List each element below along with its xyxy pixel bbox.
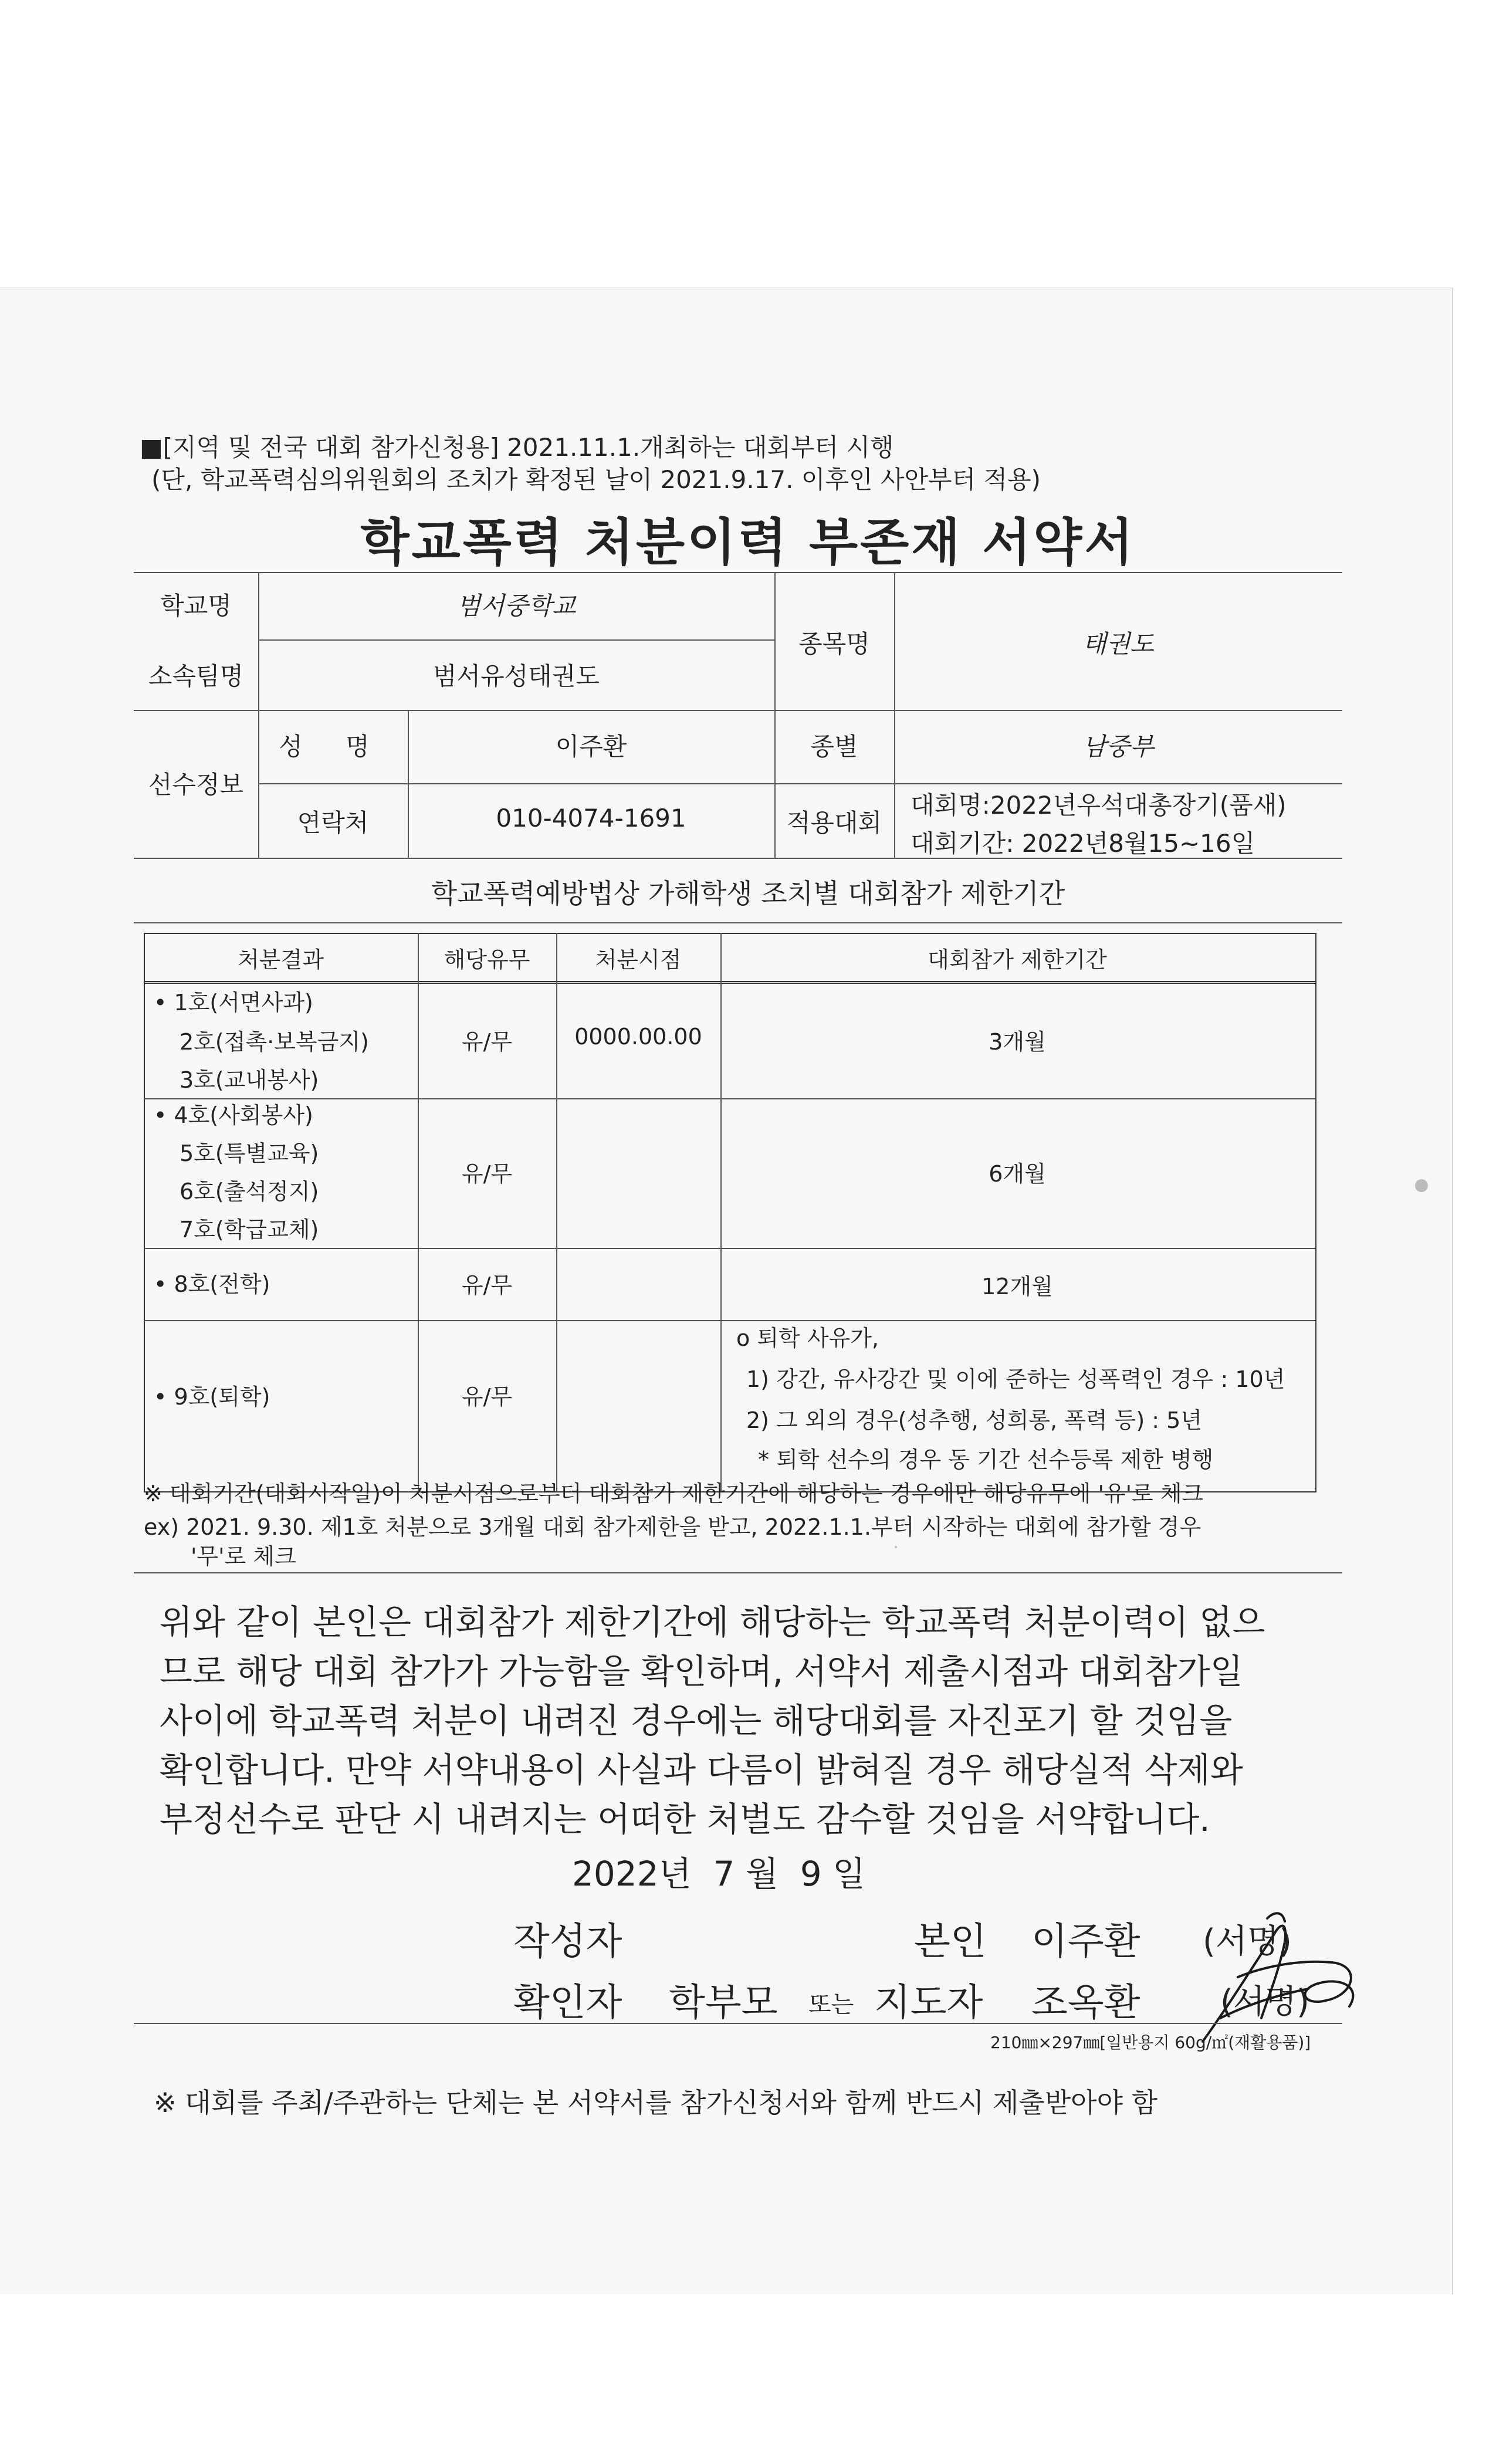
contact-value: 010-4074-1691 — [496, 804, 686, 832]
row1-result: • 1호(서면사과) — [154, 990, 313, 1016]
document-title: 학교폭력 처분이력 부존재 서약서 — [360, 513, 1136, 572]
row1-result: 3호(교내봉사) — [180, 1067, 319, 1093]
notes-divider — [134, 1572, 1342, 1573]
confirm-label: 확인자 — [513, 1981, 622, 2025]
info-divider — [258, 783, 1342, 784]
pledge-date: 2022년 7 월 9 일 — [572, 1854, 866, 1894]
example-line-2: '무'로 체크 — [191, 1544, 296, 1569]
info-table-top-border — [134, 572, 1342, 573]
event-period: 대회기간: 2022년8월15~16일 — [911, 829, 1255, 858]
name-label: 성 명 — [279, 732, 387, 761]
section-divider — [134, 922, 1342, 923]
sport-value: 태권도 — [1082, 629, 1154, 658]
footer-note: ※ 대회를 주최/주관하는 단체는 본 서약서를 참가신청서와 함께 반드시 제출받아야 함 — [154, 2087, 1158, 2118]
pledge-line: 확인합니다. 만약 서약내용이 사실과 다름이 밝혀질 경우 해당실적 삭제와 — [160, 1750, 1243, 1790]
scan-speck — [895, 1546, 897, 1548]
or-label: 또는 — [808, 1991, 854, 2018]
row2-result: 5호(특별교육) — [180, 1140, 319, 1166]
section-title: 학교폭력예방법상 가해학생 조치별 대회참가 제한기간 — [431, 878, 1065, 909]
parent-label: 학부모 — [669, 1981, 778, 2025]
table-header-divider — [144, 981, 1315, 984]
row4-applicable: 유/무 — [461, 1384, 513, 1410]
table-col-divider — [720, 933, 722, 1491]
table-row-divider — [144, 1320, 1315, 1321]
sport-label: 종목명 — [798, 629, 870, 658]
row3-applicable: 유/무 — [461, 1272, 513, 1298]
table-row-divider — [144, 1248, 1315, 1249]
table-col-divider — [556, 933, 557, 1491]
self-label: 본인 — [914, 1920, 987, 1964]
signature-divider — [134, 2023, 1342, 2024]
row1-limit: 3개월 — [989, 1029, 1046, 1055]
row4-limit-line: * 퇴학 선수의 경우 동 기간 선수등록 제한 병행 — [758, 1447, 1214, 1473]
row3-result: • 8호(전학) — [154, 1271, 270, 1297]
name-value: 이주환 — [555, 732, 627, 761]
row2-result: 7호(학급교체) — [180, 1217, 319, 1243]
team-value: 범서유성태권도 — [432, 662, 600, 691]
row1-result: 2호(접촉·보복금지) — [180, 1029, 369, 1055]
info-divider — [894, 572, 895, 858]
signature-1-label: (서명) — [1203, 1923, 1292, 1961]
scan-speck — [1415, 1179, 1428, 1192]
notice-line-1: ■[지역 및 전국 대회 참가신청용] 2021.11.1.개최하는 대회부터 시행 — [140, 433, 894, 462]
category-label: 종별 — [810, 732, 858, 761]
row1-applicable: 유/무 — [461, 1029, 513, 1055]
writer-label: 작성자 — [513, 1920, 622, 1964]
team-label: 소속팀명 — [148, 662, 244, 691]
example-line-1: ex) 2021. 9.30. 제1호 처분으로 3개월 대회 참가제한을 받고, 2022.1.1.부터 시작하는 대회에 참가할 경우 — [144, 1514, 1201, 1540]
category-value: 남중부 — [1082, 732, 1154, 761]
pledge-line: 부정선수로 판단 시 내려지는 어떠한 처벌도 감수할 것임을 서약합니다. — [160, 1799, 1210, 1839]
pledge-line: 므로 해당 대회 참가가 가능함을 확인하며, 서약서 제출시점과 대회참가일 — [160, 1651, 1243, 1691]
event-name: 대회명:2022년우석대총장기(품새) — [911, 791, 1287, 820]
row1-date: 0000.00.00 — [574, 1024, 702, 1050]
row4-limit-line: 2) 그 외의 경우(성추행, 성희롱, 폭력 등) : 5년 — [746, 1407, 1203, 1433]
info-divider — [134, 710, 1342, 711]
player-info-label: 선수정보 — [148, 770, 244, 799]
row2-result: 6호(출석정지) — [180, 1179, 319, 1204]
signature-2-label: (서명) — [1220, 1983, 1309, 2021]
header-applicable: 해당유무 — [444, 947, 530, 973]
header-result: 처분결과 — [238, 947, 324, 973]
notice-line-2: (단, 학교폭력심의위원회의 조치가 확정된 날이 2021.9.17. 이후인 사안부터 적용) — [151, 465, 1041, 494]
row4-result: • 9호(퇴학) — [154, 1384, 270, 1410]
event-label: 적용대회 — [786, 808, 882, 837]
note-1: ※ 대회기간(대회시작일)이 처분시점으로부터 대회참가 제한기간에 해당하는 경우에만 해당유무에 '유'로 체크 — [144, 1481, 1204, 1507]
row4-limit-line: o 퇴학 사유가, — [736, 1325, 879, 1351]
row2-limit: 6개월 — [989, 1161, 1046, 1187]
row4-limit-line: 1) 강간, 유사강간 및 이에 준하는 성폭력인 경우 : 10년 — [746, 1366, 1285, 1392]
contact-label: 연락처 — [297, 808, 369, 837]
school-value: 범서중학교 — [456, 591, 576, 620]
school-label: 학교명 — [160, 591, 232, 620]
pledge-line: 위와 같이 본인은 대회참가 제한기간에 해당하는 학교폭력 처분이력이 없으 — [160, 1602, 1265, 1642]
row2-result: • 4호(사회봉사) — [154, 1102, 313, 1128]
coach-label: 지도자 — [874, 1981, 983, 2025]
header-date: 처분시점 — [595, 947, 682, 973]
row2-applicable: 유/무 — [461, 1161, 513, 1187]
self-name: 이주환 — [1031, 1920, 1140, 1964]
paper-spec: 210㎜×297㎜[일반용지 60g/㎡(재활용품)] — [990, 2033, 1311, 2052]
pledge-line: 사이에 학교폭력 처분이 내려진 경우에는 해당대회를 자진포기 할 것임을 — [160, 1701, 1233, 1741]
coach-name: 조옥환 — [1031, 1981, 1140, 2025]
row3-limit: 12개월 — [981, 1274, 1053, 1299]
info-divider — [258, 639, 774, 641]
table-row-divider — [144, 1098, 1315, 1099]
header-limit: 대회참가 제한기간 — [928, 947, 1107, 973]
